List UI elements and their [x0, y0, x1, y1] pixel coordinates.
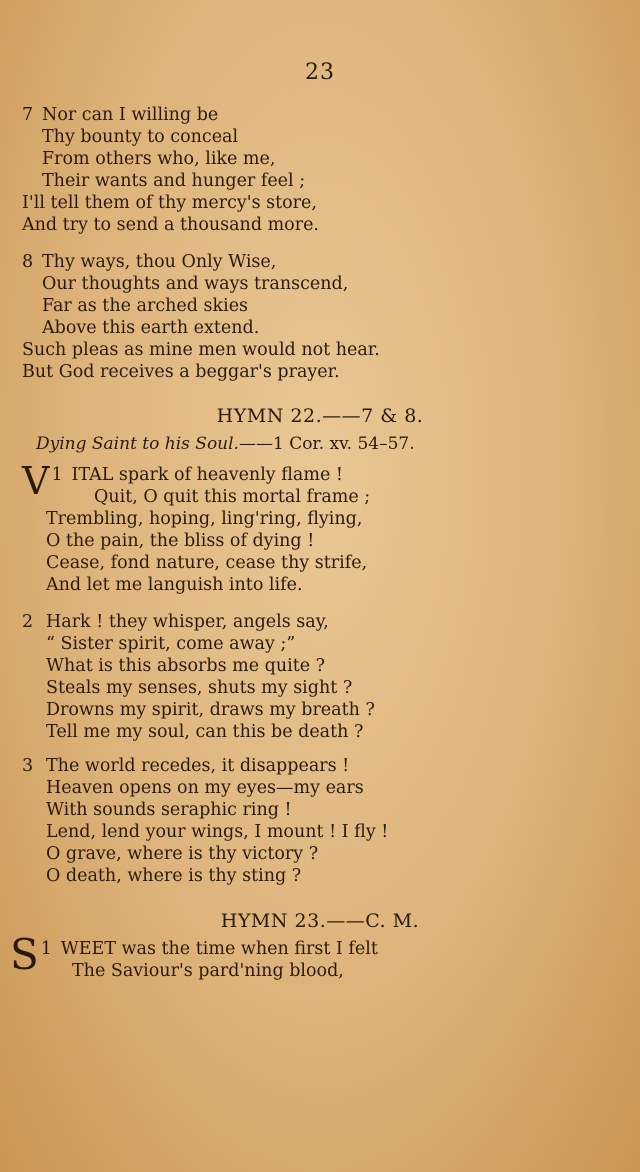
- hymn-22-title: HYMN 22.——7 & 8.: [216, 405, 424, 427]
- verse-line: Far as the arched skies: [42, 296, 249, 316]
- hymn-22-subtitle: Dying Saint to his Soul.——1 Cor. xv. 54–57.: [36, 434, 415, 454]
- page-number: 23: [305, 60, 335, 85]
- verse-line: Our thoughts and ways transcend,: [42, 274, 349, 294]
- drop-cap: S: [10, 930, 39, 979]
- stanza-number: 1: [40, 939, 52, 959]
- drop-cap: V: [22, 459, 50, 503]
- verse-line: And let me languish into life.: [46, 575, 303, 595]
- verse-line: O grave, where is thy victory ?: [46, 844, 319, 864]
- verse-line: With sounds seraphic ring !: [46, 800, 292, 820]
- verse-line: Thy ways, thou Only Wise,: [42, 252, 277, 272]
- hymn-22-stanza-3: [22, 755, 388, 887]
- verse-line: Their wants and hunger feel ;: [42, 171, 306, 191]
- verse-line: Above this earth extend.: [42, 318, 260, 338]
- verse-line: But God receives a beggar's prayer.: [22, 362, 340, 382]
- verse-line: Drowns my spirit, draws my breath ?: [46, 700, 375, 720]
- verse-line: Steals my senses, shuts my sight ?: [46, 678, 353, 698]
- verse-line: The world recedes, it disappears !: [46, 756, 350, 776]
- verse-line: “ Sister spirit, come away ;”: [46, 634, 296, 654]
- verse-line: O the pain, the bliss of dying !: [46, 531, 315, 551]
- verse-line: The Saviour's pard'ning blood,: [72, 961, 344, 981]
- stanza-7: [22, 104, 319, 236]
- verse-line: Thy bounty to conceal: [42, 127, 239, 147]
- stanza-number: 1: [51, 465, 63, 485]
- stanza-number: 2: [22, 612, 34, 632]
- verse-line: Lend, lend your wings, I mount ! I fly !: [46, 822, 389, 842]
- stanza-number: 7: [22, 105, 34, 125]
- hymn-22-stanza-1: [22, 459, 371, 596]
- verse-line: Nor can I willing be: [42, 105, 219, 125]
- verse-line: O death, where is thy sting ?: [46, 866, 302, 886]
- verse-line: Hark ! they whisper, angels say,: [46, 612, 329, 632]
- verse-line: Quit, O quit this mortal frame ;: [94, 487, 371, 507]
- verse-line: From others who, like me,: [42, 149, 276, 169]
- verse-line: And try to send a thousand more.: [22, 215, 319, 235]
- verse-line: What is this absorbs me quite ?: [46, 656, 326, 676]
- stanza-number: 8: [22, 252, 34, 272]
- verse-line: Tell me my soul, can this be death ?: [46, 722, 364, 742]
- verse-line: Cease, fond nature, cease thy strife,: [46, 553, 368, 573]
- verse-line: Such pleas as mine men would not hear.: [22, 340, 380, 360]
- hymn-23-stanza-1: [10, 930, 378, 982]
- verse-line: ITAL spark of heavenly flame !: [71, 465, 343, 485]
- verse-line: Trembling, hoping, ling'ring, flying,: [46, 509, 363, 529]
- stanza-number: 3: [22, 756, 34, 776]
- verse-line: I'll tell them of thy mercy's store,: [22, 193, 317, 213]
- hymn-23-title: HYMN 23.——C. M.: [220, 910, 420, 932]
- verse-line: Heaven opens on my eyes—my ears: [46, 778, 364, 798]
- stanza-8: [22, 251, 380, 383]
- hymn-22-stanza-2: [22, 611, 375, 743]
- verse-line: WEET was the time when first I felt: [60, 939, 378, 959]
